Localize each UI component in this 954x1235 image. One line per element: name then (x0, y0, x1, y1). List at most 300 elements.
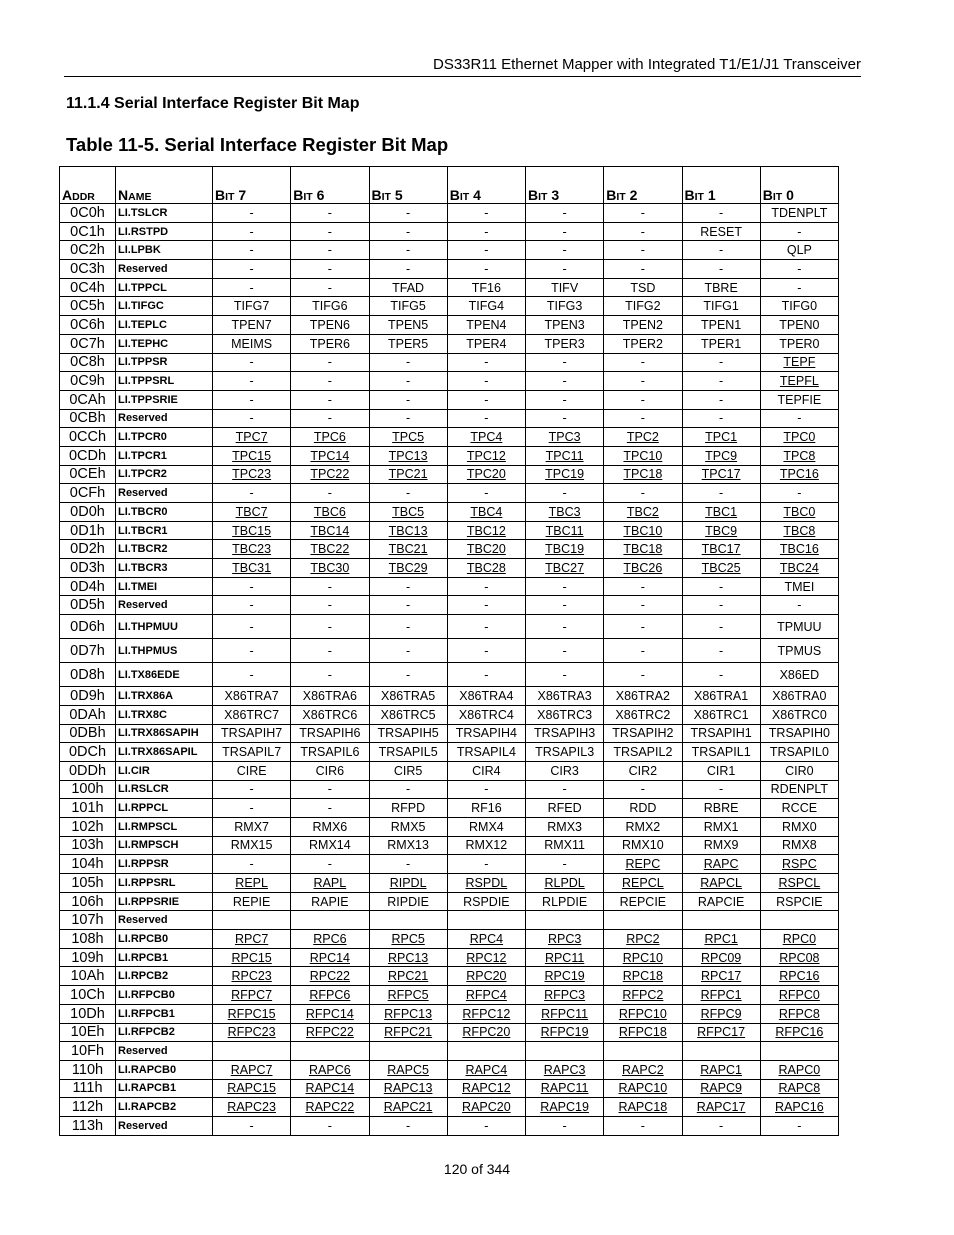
bit-label: RFPC10 (618, 1006, 667, 1021)
bit-label: RFPC9 (700, 1006, 742, 1021)
bit-label: - (327, 486, 332, 501)
bit-cell (369, 1116, 447, 1135)
bit-label: X86TRA2 (615, 688, 670, 703)
register-name: LI.TRX86SAPIH (116, 724, 213, 743)
bit-label: X86TRC7 (224, 707, 280, 722)
bit-cell (213, 855, 291, 874)
bit-label: RAPC18 (618, 1100, 668, 1115)
table-row (60, 559, 839, 578)
bit-label: RAPC4 (465, 1062, 508, 1077)
bit-cell (369, 986, 447, 1005)
bit-label: RAPCIE (697, 894, 745, 909)
bit-label: - (249, 486, 254, 501)
bit-cell (526, 297, 604, 316)
bit-cell (213, 521, 291, 540)
register-name: LI.TPPCL (116, 278, 213, 297)
bit-cell (369, 892, 447, 911)
bit-cell (447, 836, 525, 855)
bit-cell (682, 316, 760, 335)
bit-cell (760, 1004, 838, 1023)
bit-cell (369, 446, 447, 465)
bit-label: - (719, 667, 724, 682)
bit-cell (682, 521, 760, 540)
bit-label: - (406, 619, 411, 634)
table-row (60, 278, 839, 297)
bit-label: - (249, 579, 254, 594)
bit-cell (526, 743, 604, 762)
bit-label: - (562, 643, 567, 658)
bit-cell (526, 986, 604, 1005)
bit-label: TBC18 (623, 542, 663, 557)
bit-cell (213, 639, 291, 663)
bit-label: RPC15 (231, 950, 272, 965)
register-name: LI.LPBK (116, 241, 213, 260)
bit-label: X86TRA0 (772, 688, 827, 703)
bit-label: REPCL (622, 875, 664, 890)
table-row (60, 222, 839, 241)
bit-cell (604, 390, 682, 409)
bit-cell (447, 1023, 525, 1042)
bit-cell (604, 639, 682, 663)
bit-cell (447, 687, 525, 706)
bit-cell (526, 799, 604, 818)
table-row (60, 316, 839, 335)
bit-label: REPCIE (619, 894, 667, 909)
bit-cell (682, 967, 760, 986)
bit-cell (213, 503, 291, 522)
bit-cell (369, 540, 447, 559)
bit-cell (604, 948, 682, 967)
bit-cell (682, 503, 760, 522)
bit-label: TPC5 (392, 430, 425, 445)
table-row (60, 521, 839, 540)
bit-cell (526, 316, 604, 335)
bit-label: TBC26 (623, 560, 663, 575)
bit-label: RFPC14 (305, 1006, 354, 1021)
bit-label: X86TRC2 (615, 707, 671, 722)
bit-label: - (797, 598, 802, 613)
bit-cell (213, 911, 291, 930)
bit-label: TPC0 (783, 430, 816, 445)
register-address: 0C9h (60, 372, 116, 391)
bit-label: - (640, 261, 645, 276)
bit-cell (447, 204, 525, 223)
bit-cell (682, 577, 760, 596)
bit-cell (213, 241, 291, 260)
bit-label: - (719, 205, 724, 220)
bit-cell (682, 204, 760, 223)
bit-cell (447, 799, 525, 818)
bit-label: TBC22 (310, 542, 350, 557)
bit-label: RAPIE (311, 894, 349, 909)
bit-label: RPC08 (779, 950, 820, 965)
bit-label: RPC21 (387, 969, 429, 984)
register-address: 0D6h (60, 615, 116, 639)
bit-label: - (640, 355, 645, 370)
bit-label: TPC23 (232, 467, 272, 482)
bit-cell (369, 911, 447, 930)
bit-cell (604, 1004, 682, 1023)
bit-label: RMX9 (703, 838, 739, 853)
table-row (60, 911, 839, 930)
bit-cell (291, 705, 369, 724)
register-address: 0C3h (60, 260, 116, 279)
bit-label: RPC10 (622, 950, 664, 965)
section-title: 11.1.4 Serial Interface Register Bit Map (66, 95, 360, 112)
bit-label: CIR1 (706, 763, 736, 778)
bit-label: TBC12 (466, 523, 506, 538)
bit-cell (682, 874, 760, 893)
bit-cell (369, 874, 447, 893)
bit-cell (760, 297, 838, 316)
bit-cell (213, 222, 291, 241)
column-header: BIT 6 (291, 167, 369, 204)
bit-cell (213, 409, 291, 428)
bit-label: RAPC9 (700, 1081, 742, 1096)
bit-cell (760, 930, 838, 949)
bit-label: RPC14 (309, 950, 351, 965)
bit-label: - (484, 392, 489, 407)
bit-label: RPC23 (231, 969, 272, 984)
bit-label: TPER1 (700, 336, 742, 351)
bit-cell (526, 948, 604, 967)
bit-cell (526, 639, 604, 663)
bit-cell (604, 817, 682, 836)
bit-cell (369, 687, 447, 706)
bit-label: RPC1 (704, 931, 738, 946)
bit-cell (369, 705, 447, 724)
bit-cell (682, 260, 760, 279)
bit-label: RFPC13 (384, 1006, 433, 1021)
bit-cell (213, 540, 291, 559)
bit-label: RFPC11 (541, 1006, 589, 1021)
bit-label: X86TRA1 (694, 688, 749, 703)
table-row (60, 817, 839, 836)
bit-cell (604, 892, 682, 911)
bit-cell (760, 353, 838, 372)
bit-label: - (484, 224, 489, 239)
bit-cell (213, 559, 291, 578)
bit-cell (291, 724, 369, 743)
bit-label: CIR4 (472, 763, 501, 778)
bit-label: RFPC2 (622, 987, 664, 1002)
bit-label: - (484, 261, 489, 276)
register-address: 109h (60, 948, 116, 967)
bit-label: RFPC23 (227, 1025, 276, 1040)
bit-cell (604, 615, 682, 639)
table-row (60, 428, 839, 447)
bit-cell (760, 799, 838, 818)
bit-cell (526, 484, 604, 503)
bit-label: - (719, 374, 724, 389)
register-address: 113h (60, 1116, 116, 1135)
bit-cell (447, 409, 525, 428)
bit-label: - (640, 782, 645, 797)
page-number: 120 of 344 (443, 1161, 511, 1177)
bit-cell (526, 967, 604, 986)
bit-label: TRSAPIL0 (769, 745, 829, 760)
bit-cell (682, 930, 760, 949)
bit-cell (213, 1042, 291, 1061)
bit-cell (369, 484, 447, 503)
bit-label: TEPF (783, 355, 816, 370)
bit-cell (447, 390, 525, 409)
bit-cell (760, 687, 838, 706)
bit-label: RIPDIE (387, 894, 429, 909)
bit-cell (213, 465, 291, 484)
bit-cell (369, 297, 447, 316)
bit-cell (604, 484, 682, 503)
bit-cell (760, 372, 838, 391)
bit-label: TPEN2 (622, 317, 664, 332)
bit-label: TPC9 (705, 448, 738, 463)
table-row (60, 967, 839, 986)
bit-cell (604, 222, 682, 241)
bit-label: RAPC2 (622, 1062, 664, 1077)
bit-label: TRSAPIH6 (299, 726, 361, 741)
bit-cell (760, 874, 838, 893)
bit-cell (760, 911, 838, 930)
bit-label: TBC25 (701, 560, 741, 575)
bit-label: RFPC0 (778, 987, 820, 1002)
bit-label: - (719, 355, 724, 370)
bit-cell (682, 353, 760, 372)
bit-label: TIFV (551, 280, 579, 295)
register-address: 0CAh (60, 390, 116, 409)
bit-cell (291, 297, 369, 316)
bit-cell (213, 817, 291, 836)
bit-cell (604, 855, 682, 874)
bit-cell (213, 663, 291, 687)
bit-label: - (406, 392, 411, 407)
bit-cell (760, 428, 838, 447)
bit-label: - (249, 355, 254, 370)
register-address: 0C7h (60, 334, 116, 353)
bit-label: - (249, 280, 254, 295)
register-name: LI.TEPLC (116, 316, 213, 335)
bit-label: TPEN0 (779, 317, 820, 332)
bit-label: RAPC14 (305, 1081, 355, 1096)
bit-label: - (327, 355, 332, 370)
column-header: ADDR (60, 167, 116, 204)
bit-label: TBC24 (779, 560, 819, 575)
bit-cell (447, 1116, 525, 1135)
bit-label: TBC5 (392, 504, 425, 519)
bit-label: - (484, 598, 489, 613)
bit-label: - (562, 598, 567, 613)
bit-label: CIR6 (315, 763, 345, 778)
table-row (60, 663, 839, 687)
bit-label: - (562, 205, 567, 220)
register-address: 10Ch (60, 986, 116, 1005)
bit-cell (682, 639, 760, 663)
bit-cell (213, 836, 291, 855)
bit-label: RAPCL (700, 875, 742, 890)
bit-label: RAPC23 (227, 1100, 276, 1115)
bit-cell (682, 1098, 760, 1117)
bit-label: TEPFL (779, 374, 819, 389)
bit-label: - (719, 243, 724, 258)
bit-label: - (484, 243, 489, 258)
bit-label: TIFG4 (468, 299, 505, 314)
bit-label: - (719, 619, 724, 634)
bit-cell (291, 428, 369, 447)
bit-label: RFPC21 (384, 1025, 433, 1040)
bit-label: - (327, 667, 332, 682)
table-row (60, 724, 839, 743)
bit-label: RESET (700, 224, 742, 239)
bit-cell (213, 615, 291, 639)
bit-cell (291, 967, 369, 986)
table-row (60, 241, 839, 260)
bit-cell (760, 639, 838, 663)
table-row (60, 372, 839, 391)
bit-cell (369, 503, 447, 522)
bit-cell (291, 260, 369, 279)
bit-label: - (484, 374, 489, 389)
bit-cell (291, 540, 369, 559)
bit-label: RAPC6 (309, 1062, 351, 1077)
bit-cell (213, 1060, 291, 1079)
bit-cell (604, 1079, 682, 1098)
bit-label: TBC31 (232, 560, 272, 575)
bit-cell (760, 1042, 838, 1061)
bit-label: - (719, 1118, 724, 1133)
bit-cell (604, 930, 682, 949)
bit-cell (447, 967, 525, 986)
bit-cell (526, 465, 604, 484)
bit-label: TPEN5 (387, 317, 429, 332)
bit-label: RPC7 (234, 931, 269, 946)
table-row (60, 390, 839, 409)
bit-cell (526, 409, 604, 428)
bit-label: - (484, 1118, 489, 1133)
bit-label: RDD (629, 801, 657, 816)
bit-label: - (327, 224, 332, 239)
bit-cell (760, 705, 838, 724)
register-name: LI.TBCR3 (116, 559, 213, 578)
bit-cell (682, 780, 760, 799)
bit-label: TRSAPIH7 (221, 726, 283, 741)
bit-cell (604, 1023, 682, 1042)
bit-cell (213, 1098, 291, 1117)
table-row (60, 1004, 839, 1023)
bit-label: CIR0 (785, 763, 814, 778)
table-row (60, 892, 839, 911)
bit-cell (526, 503, 604, 522)
bit-cell (526, 930, 604, 949)
register-name: LI.TBCR2 (116, 540, 213, 559)
bit-cell (369, 278, 447, 297)
bit-cell (604, 559, 682, 578)
bit-cell (213, 316, 291, 335)
bit-label: TF16 (471, 280, 501, 295)
bit-label: TPER2 (622, 336, 664, 351)
bit-label: - (249, 782, 254, 797)
table-row (60, 780, 839, 799)
bit-cell (369, 817, 447, 836)
bit-cell (447, 241, 525, 260)
bit-cell (760, 948, 838, 967)
bit-label: RMX2 (625, 819, 661, 834)
bit-label: RAPC0 (778, 1062, 821, 1077)
bit-label: - (327, 619, 332, 634)
bit-label: RFPC4 (465, 987, 507, 1002)
register-address: 10Dh (60, 1004, 116, 1023)
bit-cell (682, 446, 760, 465)
bit-label: - (406, 224, 411, 239)
bit-cell (291, 911, 369, 930)
bit-label: RPC6 (313, 931, 347, 946)
column-header: BIT 3 (526, 167, 604, 204)
bit-cell (447, 911, 525, 930)
bit-cell (369, 409, 447, 428)
bit-label: TPER4 (466, 336, 507, 351)
bit-label: - (562, 243, 567, 258)
bit-cell (526, 687, 604, 706)
bit-cell (291, 241, 369, 260)
bit-label: REPL (235, 875, 268, 890)
register-address: 0CBh (60, 409, 116, 428)
bit-cell (760, 967, 838, 986)
register-name: LI.RAPCB2 (116, 1098, 213, 1117)
register-name: LI.TMEI (116, 577, 213, 596)
bit-cell (682, 799, 760, 818)
bit-label: TSD (630, 280, 656, 295)
bit-cell (291, 1004, 369, 1023)
table-row (60, 596, 839, 615)
bit-cell (447, 1060, 525, 1079)
bit-cell (526, 446, 604, 465)
bit-label: TPC18 (623, 467, 663, 482)
bit-label: TBC10 (623, 523, 663, 538)
bit-cell (604, 428, 682, 447)
bit-cell (369, 260, 447, 279)
bit-cell (760, 986, 838, 1005)
bit-cell (291, 892, 369, 911)
column-header: NAME (116, 167, 213, 204)
bit-cell (604, 409, 682, 428)
bit-cell (213, 874, 291, 893)
bit-label: RPC09 (700, 950, 742, 965)
bit-cell (447, 297, 525, 316)
bit-label: RAPC20 (462, 1100, 511, 1115)
bit-label: TRSAPIL2 (613, 745, 673, 760)
bit-label: TEPFIE (777, 392, 822, 407)
bit-label: - (406, 411, 411, 426)
bit-label: X86ED (779, 667, 820, 682)
bit-cell (447, 484, 525, 503)
bit-label: TBC1 (705, 504, 738, 519)
bit-cell (526, 1116, 604, 1135)
bit-cell (526, 260, 604, 279)
table-row (60, 204, 839, 223)
register-name: LI.RPCB0 (116, 930, 213, 949)
bit-cell (291, 986, 369, 1005)
bit-label: - (327, 782, 332, 797)
table-row (60, 1060, 839, 1079)
bit-label: - (484, 619, 489, 634)
bit-label: - (562, 1118, 567, 1133)
bit-label: TPC8 (783, 448, 816, 463)
register-name: Reserved (116, 409, 213, 428)
bit-label: RAPC1 (700, 1062, 742, 1077)
bit-label: RPC11 (544, 950, 585, 965)
bit-cell (369, 428, 447, 447)
bit-cell (291, 465, 369, 484)
bit-label: TPC1 (705, 430, 738, 445)
bit-cell (369, 615, 447, 639)
